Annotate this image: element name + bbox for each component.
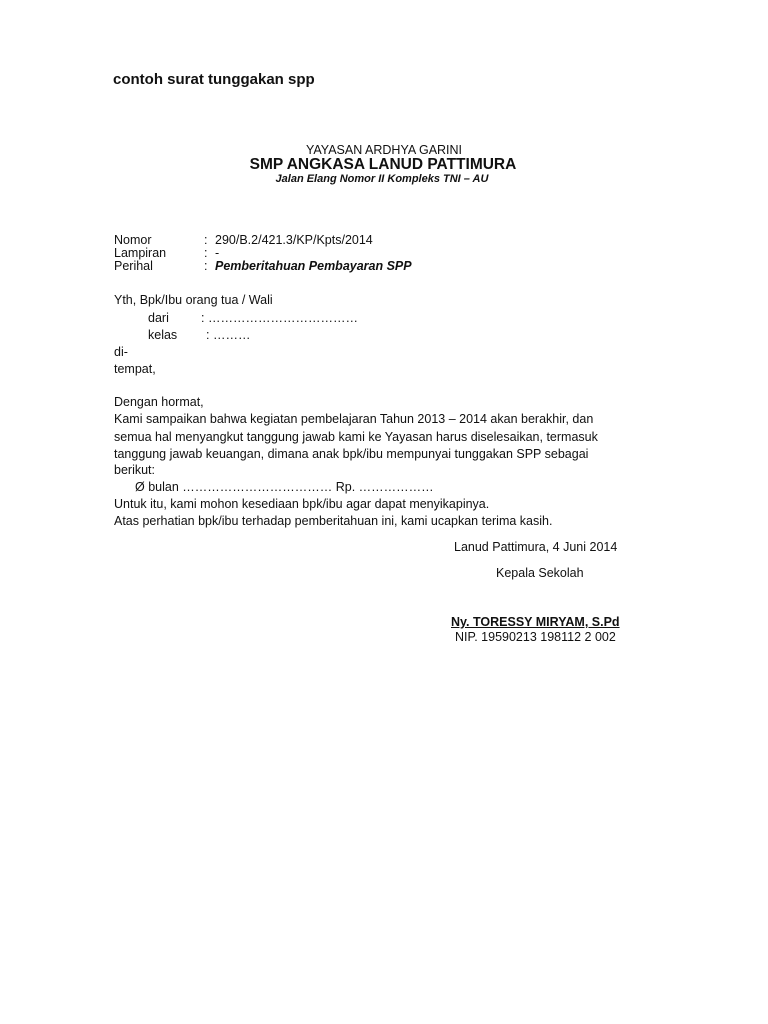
school-address: Jalan Elang Nomor II Kompleks TNI – AU: [275, 173, 489, 185]
dari-value: : ………………………………: [201, 311, 358, 325]
tempat-line: tempat,: [114, 362, 156, 376]
kelas-label: kelas: [148, 328, 178, 342]
signer-nip: NIP. 19590213 198112 2 002: [455, 630, 616, 644]
nomor-label: Nomor: [114, 233, 152, 247]
lampiran-label: Lampiran: [114, 246, 167, 260]
body-line-3: tanggung jawab keuangan, dimana anak bpk/ibu mempunyai tunggakan SPP sebagai: [114, 447, 589, 461]
arrears-bullet: Ø bulan ……………………………… Rp. ………………: [135, 480, 434, 494]
perihal-value: Pemberitahuan Pembayaran SPP: [215, 259, 412, 273]
body-line-4: berikut:: [114, 463, 155, 477]
recipient-line: Yth, Bpk/Ibu orang tua / Wali: [114, 293, 273, 307]
foundation-name: YAYASAN ARDHYA GARINI: [305, 143, 463, 157]
di-line: di-: [114, 345, 128, 359]
signer-position: Kepala Sekolah: [496, 566, 584, 580]
perihal-label: Perihal: [114, 259, 153, 273]
body-line-5: Untuk itu, kami mohon kesediaan bpk/ibu agar dapat menyikapinya.: [114, 497, 490, 511]
perihal-separator: :: [204, 259, 208, 273]
lampiran-value: -: [215, 246, 220, 260]
body-line-2: semua hal menyangkut tanggung jawab kami ke Yayasan harus diselesaikan, termasuk: [114, 430, 598, 444]
body-line-6: Atas perhatian bpk/ibu terhadap pemberitahuan ini, kami ucapkan terima kasih.: [114, 514, 553, 528]
school-name: SMP ANGKASA LANUD PATTIMURA: [249, 156, 517, 173]
kelas-value: : ………: [206, 328, 251, 342]
nomor-separator: :: [204, 233, 208, 247]
place-date: Lanud Pattimura, 4 Juni 2014: [454, 540, 618, 554]
dari-label: dari: [148, 311, 169, 325]
greeting: Dengan hormat,: [114, 395, 204, 409]
signer-name: Ny. TORESSY MIRYAM, S.Pd: [451, 615, 620, 629]
nomor-value: 290/B.2/421.3/KP/Kpts/2014: [215, 233, 373, 247]
lampiran-separator: :: [204, 246, 208, 260]
body-line-1: Kami sampaikan bahwa kegiatan pembelajaran Tahun 2013 – 2014 akan berakhir, dan: [114, 412, 594, 426]
page-title: contoh surat tunggakan spp: [113, 71, 315, 88]
